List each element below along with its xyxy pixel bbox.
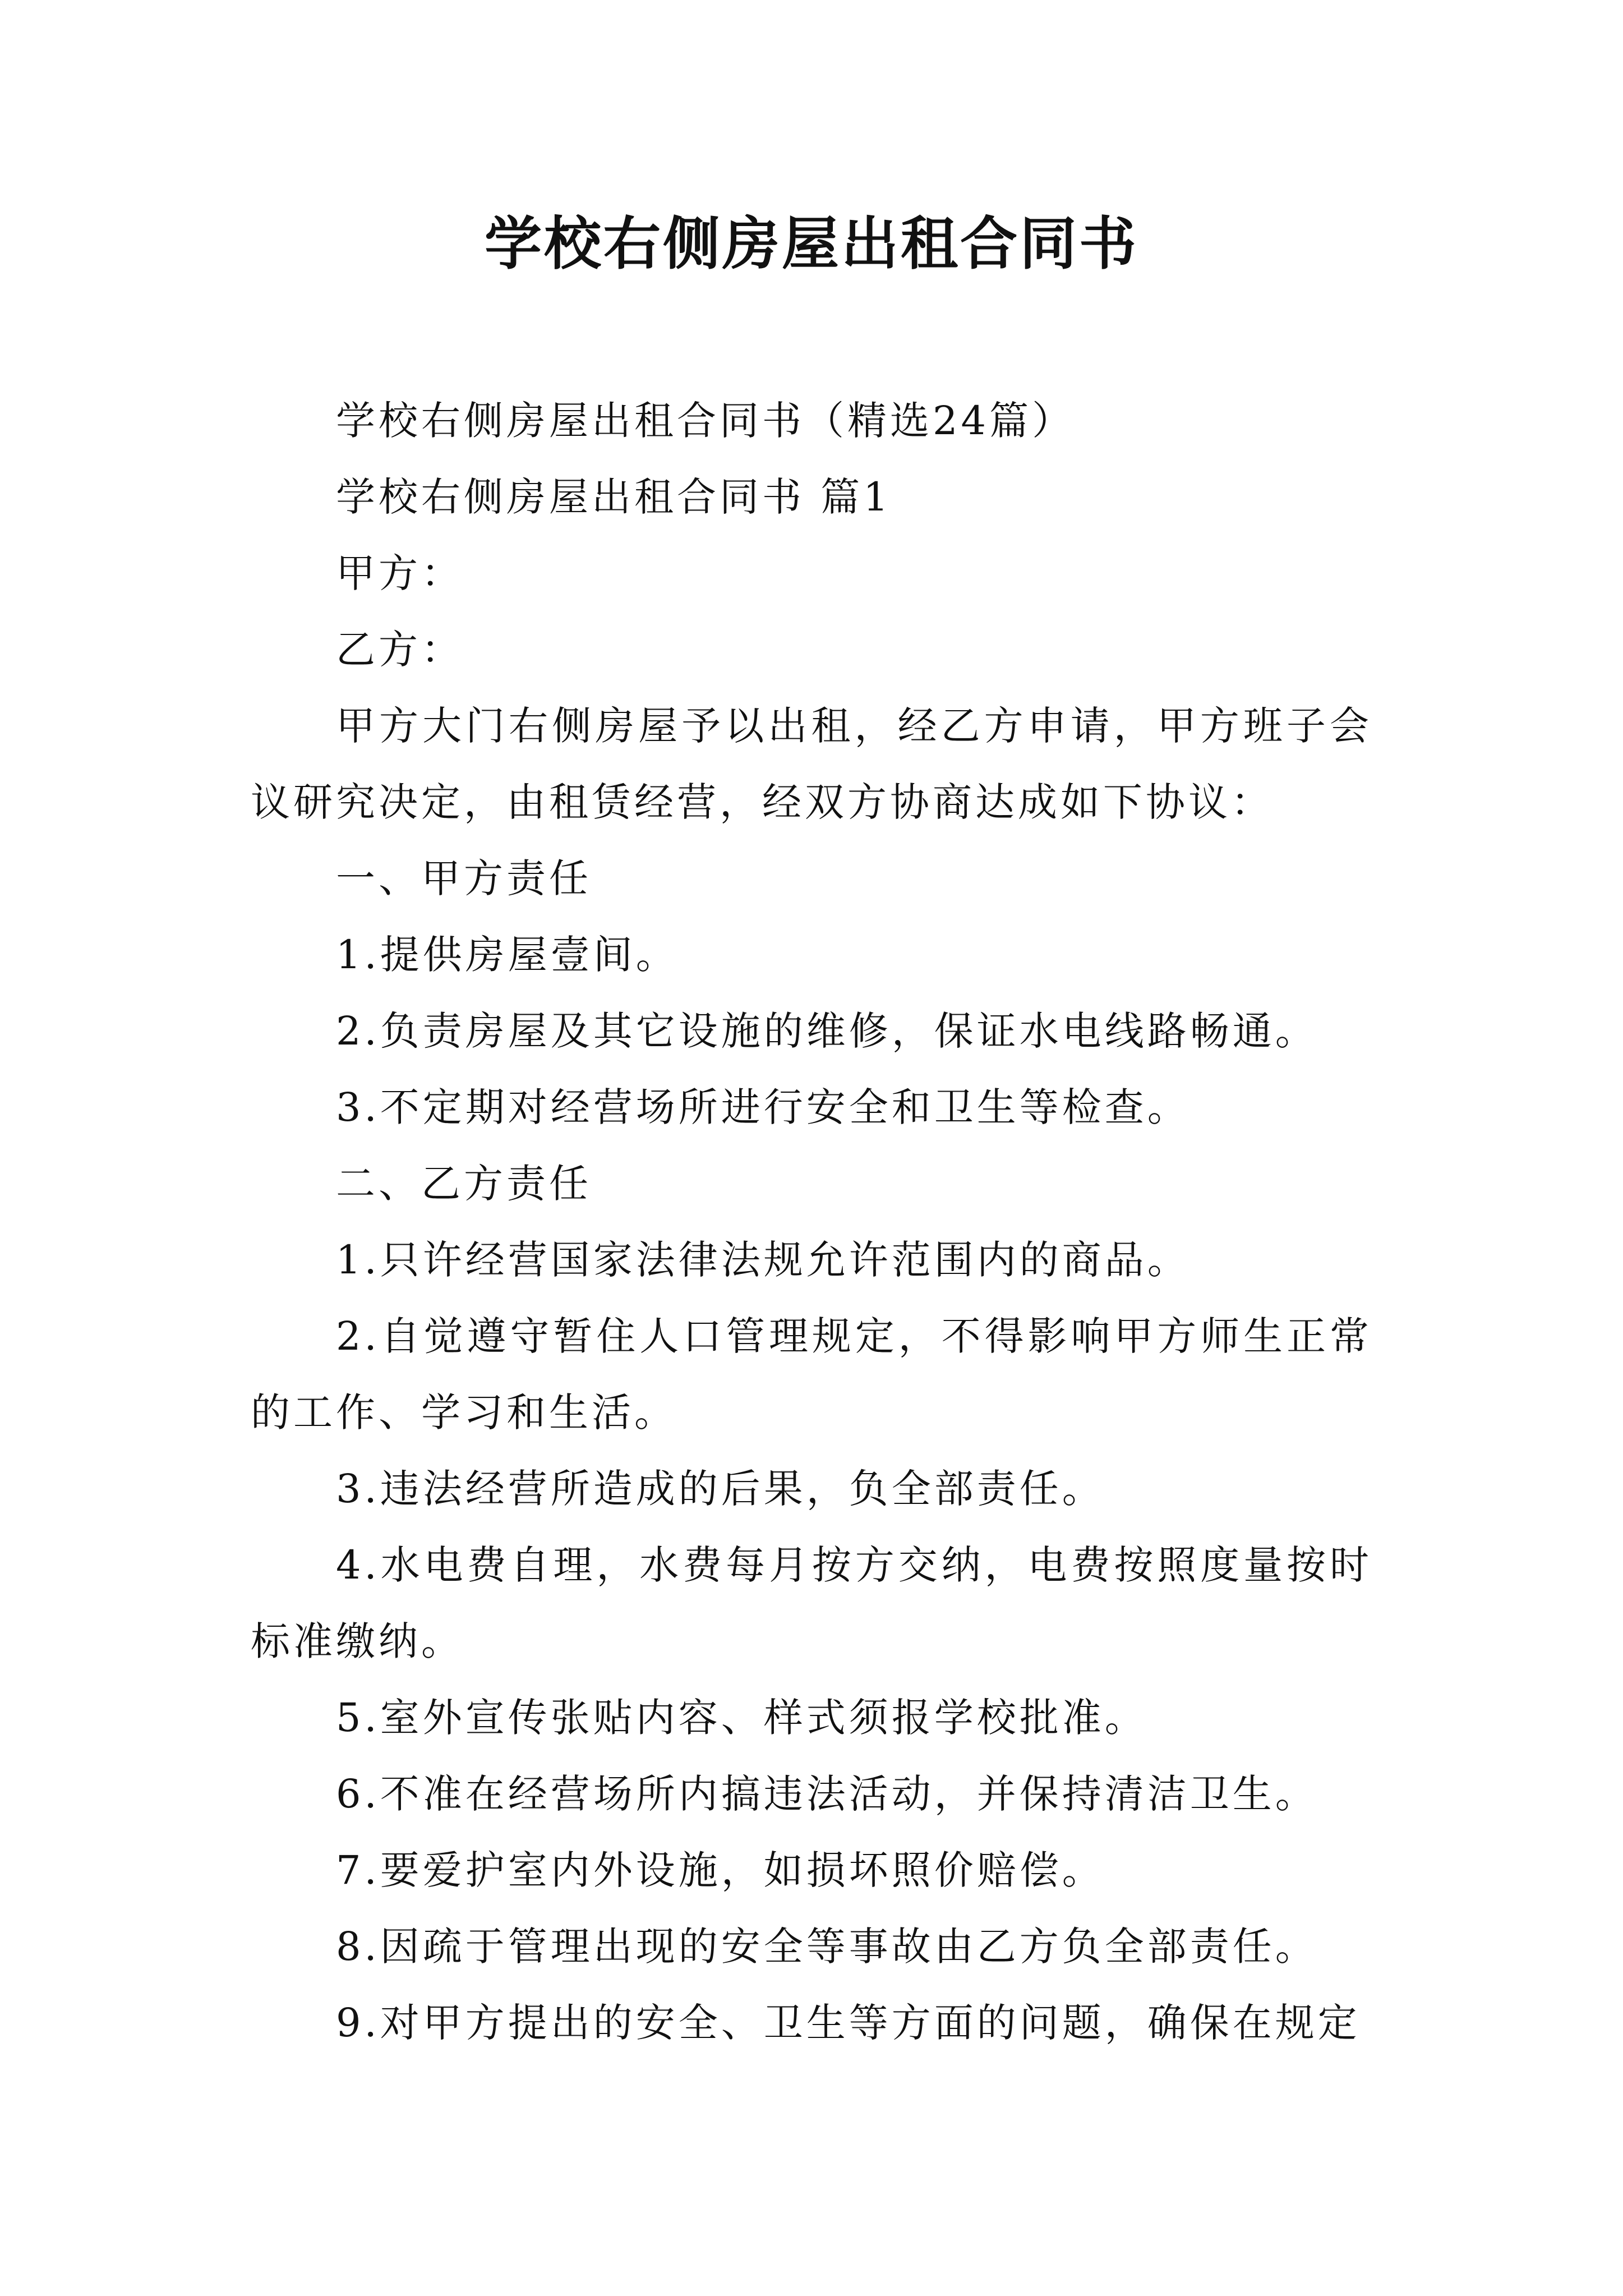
paragraph-party-a: 甲方： — [336, 550, 464, 596]
clause-b-2: 2.自觉遵守暂住人口管理规定，不得影响甲方师生正常的工作、学习和生活。 — [251, 1313, 1372, 1435]
section-heading-party-a-duties: 一、甲方责任 — [336, 855, 592, 901]
paragraph-preamble: 甲方大门右侧房屋予以出租，经乙方申请，甲方班子会议研究决定，由租赁经营，经双方协商达成如下协议： — [251, 703, 1372, 825]
paragraph-heading-article-1: 学校右侧房屋出租合同书 篇1 — [336, 474, 892, 520]
clause-b-8: 8.因疏于管理出现的安全等事故由乙方负全部责任。 — [336, 1924, 1318, 1970]
paragraph-party-b: 乙方： — [336, 627, 464, 673]
clause-a-1: 1.提供房屋壹间。 — [336, 932, 679, 978]
clause-b-5: 5.室外宣传张贴内容、样式须报学校批准。 — [336, 1695, 1147, 1741]
clause-b-3: 3.违法经营所造成的后果，负全部责任。 — [336, 1466, 1105, 1512]
clause-a-2: 2.负责房屋及其它设施的维修，保证水电线路畅通。 — [336, 1008, 1318, 1054]
section-heading-party-b-duties: 二、乙方责任 — [336, 1161, 592, 1207]
clause-b-4: 4.水电费自理，水费每月按方交纳，电费按照度量按时标准缴纳。 — [251, 1542, 1372, 1664]
clause-b-1: 1.只许经营国家法律法规允许范围内的商品。 — [336, 1237, 1190, 1283]
clause-b-6: 6.不准在经营场所内搞违法活动，并保持清洁卫生。 — [336, 1771, 1318, 1817]
document-title: 学校右侧房屋出租合同书 — [485, 210, 1138, 278]
paragraph-heading-collection: 学校右侧房屋出租合同书（精选24篇） — [336, 398, 1075, 444]
clause-b-7: 7.要爱护室内外设施，如损坏照价赔偿。 — [336, 1847, 1105, 1893]
document-body — [251, 383, 1372, 2061]
clause-a-3: 3.不定期对经营场所进行安全和卫生等检查。 — [336, 1084, 1190, 1130]
clause-b-9: 9.对甲方提出的安全、卫生等方面的问题，确保在规定 — [336, 2000, 1361, 2046]
